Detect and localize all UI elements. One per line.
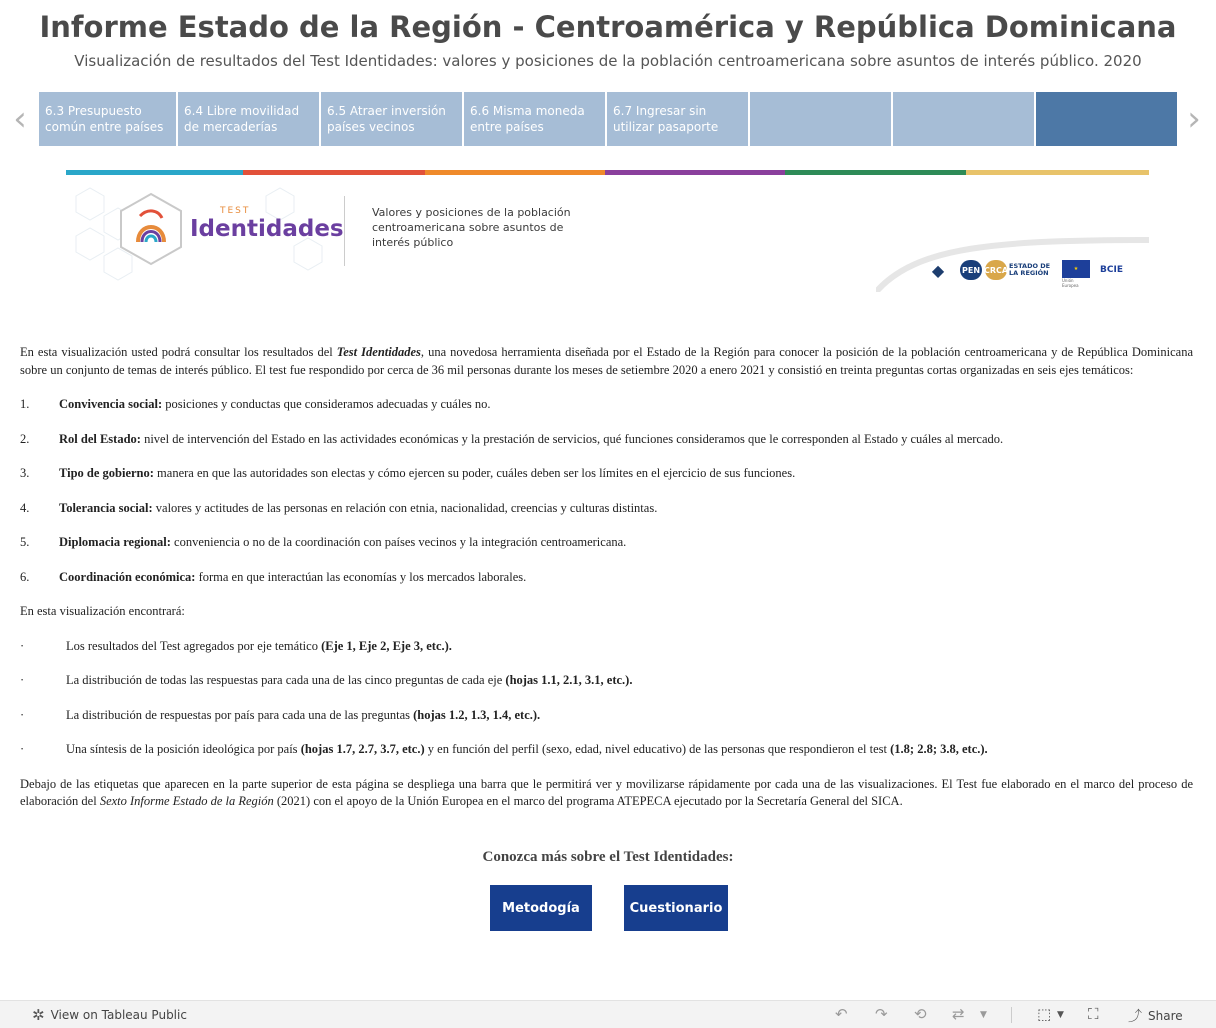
axis-name: Coordinación económica: (59, 569, 196, 584)
axis-item (20, 396, 1193, 414)
bullet: · (20, 742, 25, 756)
tab-6-3[interactable]: 6.3 Presupuesto común entre países (39, 92, 176, 146)
tab-empty-2[interactable] (893, 92, 1034, 146)
finding-bold: (hojas 1.7, 2.7, 3.7, etc.) (300, 742, 425, 756)
axis-number: 1. (20, 397, 30, 411)
refresh-icon[interactable]: ⇄ (952, 1005, 965, 1023)
tab-6-6[interactable]: 6.6 Misma moneda entre países (464, 92, 605, 146)
finding-bold: (Eje 1, Eje 2, Eje 3, etc.). (321, 638, 452, 653)
tab-6-7[interactable]: 6.7 Ingresar sin utilizar pasaporte (607, 92, 748, 146)
tab-active-current[interactable] (1036, 92, 1177, 146)
find-label: En esta visualización encontrará: (20, 604, 185, 618)
costa-rica-map-icon: ◆ (931, 260, 945, 280)
axis-name: Tolerancia social: (59, 500, 153, 515)
share-button[interactable] (1128, 1006, 1183, 1026)
axis-number: 2. (20, 431, 30, 446)
test-identidades-logo-icon (118, 192, 184, 266)
closing-emphasis: Sexto Informe Estado de la Región (99, 794, 274, 808)
toolbar-divider (1011, 1007, 1012, 1023)
download-icon[interactable]: ⬚ (1037, 1005, 1052, 1023)
view-on-tableau-label: View on Tableau Public (50, 1008, 187, 1022)
test-identidades-banner (66, 170, 1149, 292)
axis-number: 6. (20, 569, 30, 584)
axis-item (20, 431, 1193, 449)
axis-desc: forma en que interactúan las economías y los mercados laborales. (195, 569, 527, 584)
sheet-tabs-bar (39, 92, 1177, 146)
banner-caption: Valores y posiciones de la población centroamericana sobre asuntos de interés público (372, 206, 571, 249)
refresh-dropdown-icon[interactable]: ▼ (980, 1010, 987, 1020)
axis-desc: posiciones y conductas que consideramos adecuadas y cuáles no. (162, 397, 491, 411)
tableau-toolbar (0, 1000, 1216, 1028)
page-title: Informe Estado de la Región - Centroamérica y República Dominicana (39, 10, 1177, 44)
finding-text: Los resultados del Test agregados por eje temático (66, 638, 322, 653)
description-text (20, 344, 1193, 828)
finding-tail: y en función del perfil (sexo, edad, nivel educativo) de las personas que respondieron el test (424, 742, 891, 756)
banner-stripe (966, 170, 1149, 175)
axis-name: Convivencia social: (59, 397, 163, 411)
finding-item (20, 638, 1193, 656)
axis-item (20, 500, 1193, 518)
finding-item (20, 707, 1193, 725)
partner-eu-label: Unión Europea (1062, 278, 1079, 288)
finding-bold: (hojas 1.2, 1.3, 1.4, etc.). (413, 707, 541, 722)
intro-part1: En esta visualización usted podrá consultar los resultados del (20, 345, 337, 359)
finding-text: La distribución de respuestas por país para cada una de las preguntas (66, 707, 414, 722)
axis-desc: nivel de intervención del Estado en las actividades económicas y la prestación de servicios, qué funciones consideramos que le corresponden al Estado y cuáles al mercado. (140, 431, 1004, 446)
tab-empty-1[interactable] (750, 92, 891, 146)
logo-small-text: TEST (220, 206, 251, 216)
axis-name: Diplomacia regional: (59, 535, 171, 549)
finding-text: La distribución de todas las respuestas para cada una de las cinco preguntas de cada eje (66, 673, 506, 687)
tabs-prev-chevron-icon[interactable]: ‹ (13, 99, 27, 139)
tab-6-4[interactable]: 6.4 Libre movilidad de mercaderías (178, 92, 319, 146)
revert-icon[interactable]: ⟲ (914, 1005, 927, 1023)
view-on-tableau-link[interactable] (32, 1006, 187, 1024)
closing-part1: Debajo de las etiquetas que aparecen en la parte superior de esta página se despliega una barra que le permitirá ver y movilizarse rápidamente por cada una de las visualizaciones. El Test fue elaborado en el marco del proceso de elaboración del (20, 776, 1193, 808)
banner-stripe (243, 170, 425, 175)
closing-paragraph (20, 776, 1193, 811)
banner-stripe (605, 170, 785, 175)
partner-crca-logo: CRCA (985, 260, 1007, 280)
cta-title: Conozca más sobre el Test Identidades: (482, 849, 734, 865)
axis-item (20, 534, 1193, 552)
download-dropdown-icon[interactable]: ▼ (1057, 1010, 1064, 1020)
finding-item (20, 741, 1193, 759)
fullscreen-icon[interactable]: ⛶ (1088, 1005, 1099, 1023)
partner-bcie-logo: BCIE (1100, 265, 1123, 275)
banner-stripe (785, 170, 966, 175)
bullet: · (20, 638, 25, 653)
closing-part2: (2021) con el apoyo de la Unión Europea en el marco del programa ATEPECA ejecutado por la Secretaría General del SICA. (273, 794, 903, 808)
axis-name: Tipo de gobierno: (59, 466, 154, 480)
metodologia-button[interactable]: Metodogía (490, 885, 592, 931)
finding-item (20, 672, 1193, 690)
axis-name: Rol del Estado: (59, 431, 141, 446)
redo-icon[interactable]: ↷ (875, 1005, 888, 1023)
intro-paragraph (20, 344, 1193, 379)
finding-text: Una síntesis de la posición ideológica por país (66, 742, 301, 756)
axis-item (20, 569, 1193, 587)
tabs-next-chevron-icon[interactable]: › (1187, 99, 1201, 139)
share-label: Share (1148, 1009, 1183, 1023)
partner-estado-region-logo: ESTADO DE LA REGIÓN (1009, 262, 1051, 277)
axis-desc: conveniencia o no de la coordinación con países vecinos y la integración centroamericana. (170, 535, 627, 549)
axis-desc: manera en que las autoridades son electas y cómo ejercen su poder, cuáles deben ser los límites en el ejercicio de sus funciones. (153, 466, 796, 480)
banner-stripe (425, 170, 605, 175)
axis-number: 5. (20, 535, 30, 549)
banner-divider (344, 196, 345, 266)
cuestionario-button[interactable]: Cuestionario (624, 885, 728, 931)
axis-number: 4. (20, 500, 30, 515)
finding-bold: (hojas 1.1, 2.1, 3.1, etc.). (505, 673, 633, 687)
tab-6-5[interactable]: 6.5 Atraer inversión países vecinos (321, 92, 462, 146)
axis-number: 3. (20, 466, 30, 480)
finding-bold2: (1.8; 2.8; 3.8, etc.). (890, 742, 988, 756)
banner-stripe (66, 170, 243, 175)
logo-main-text: Identidades (190, 216, 344, 242)
intro-emphasis: Test Identidades (336, 345, 421, 359)
bullet: · (20, 673, 25, 687)
partner-eu-logo: ★ (1062, 260, 1090, 278)
undo-icon[interactable]: ↶ (835, 1005, 848, 1023)
tableau-logo-icon: ✲ (32, 1006, 45, 1024)
axis-item (20, 465, 1193, 483)
intro-part2: , una novedosa herramienta diseñada por el Estado de la Región para conocer la posición de la población centroamericana y de República Dominicana sobre un conjunto de temas de interés público. El test fue respondido por cerca de 36 mil personas durante los meses de setiembre 2020 a enero 2021 y consistió en treinta preguntas cortas organizadas en seis ejes temáticos: (20, 345, 1193, 377)
bullet: · (20, 707, 25, 722)
axis-desc: valores y actitudes de las personas en relación con etnia, nacionalidad, creencias y culturas distintas. (152, 500, 658, 515)
partner-pen-logo: PEN (960, 260, 982, 280)
page-subtitle: Visualización de resultados del Test Identidades: valores y posiciones de la población centroamericana sobre asuntos de interés público. 2020 (74, 52, 1142, 70)
share-icon: ⤴ (1128, 1009, 1142, 1025)
